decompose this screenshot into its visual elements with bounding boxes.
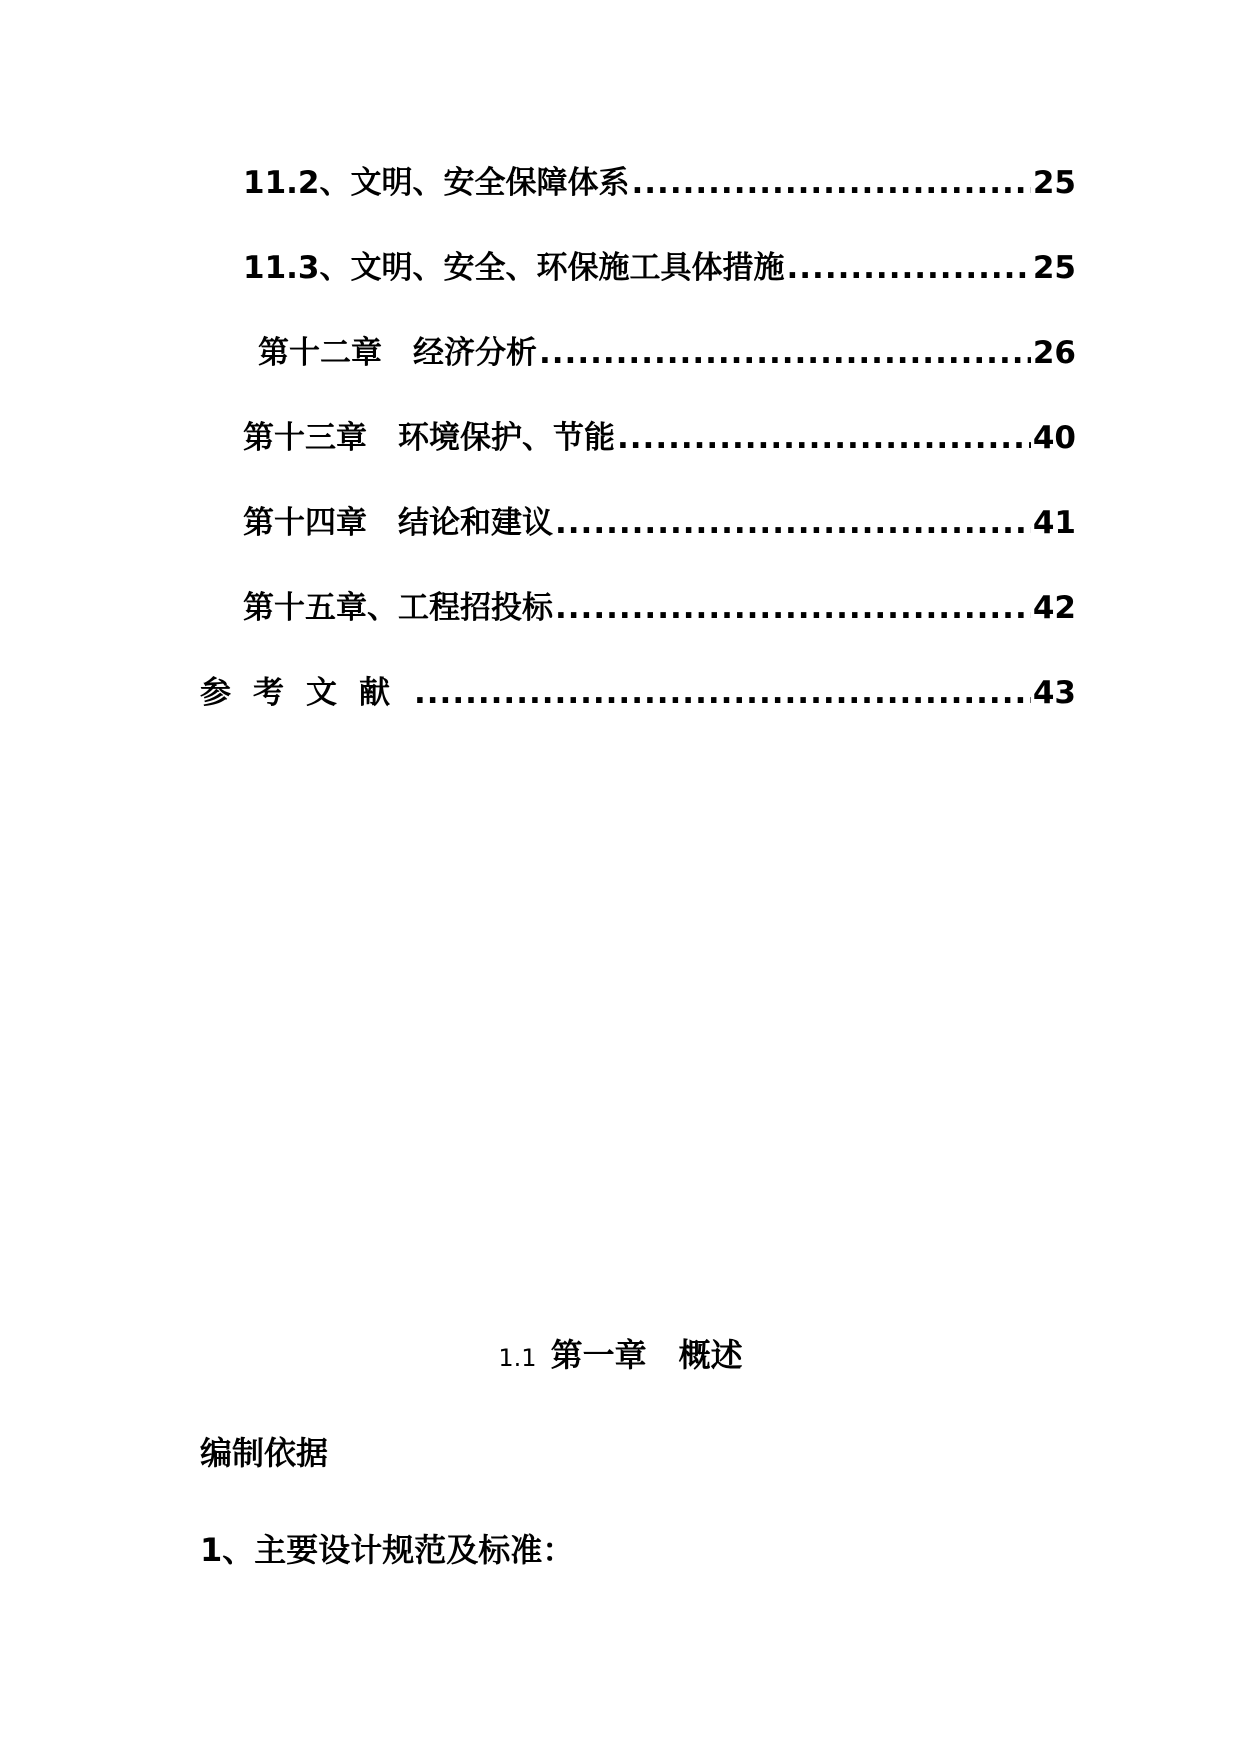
toc-dot-leader <box>414 671 1031 715</box>
toc-dot-leader <box>617 416 1031 460</box>
toc-entry-page: 26 <box>1032 335 1076 371</box>
chapter-number: 1.1 <box>498 1344 537 1372</box>
toc-entry[interactable] <box>243 586 1076 630</box>
toc-dot-leader <box>555 501 1031 545</box>
toc-entry-title: 第十四章 结论和建议 <box>243 505 553 541</box>
toc-entry-title: 参考文献 <box>200 675 412 711</box>
toc-entry-page: 43 <box>1032 675 1076 711</box>
subsection-heading: 1、主要设计规范及标准： <box>200 1531 575 1569</box>
toc-entry-title: 11.3、文明、安全、环保施工具体措施 <box>243 250 785 286</box>
toc-entry[interactable] <box>200 671 1076 715</box>
toc-dot-leader <box>555 586 1031 630</box>
toc-entry-page: 25 <box>1032 250 1076 286</box>
toc-entry[interactable] <box>243 501 1076 545</box>
toc-entry[interactable] <box>258 331 1076 375</box>
toc-entry[interactable] <box>243 161 1076 205</box>
toc-dot-leader <box>786 246 1030 290</box>
toc-dot-leader <box>632 161 1031 205</box>
toc-entry-title: 第十三章 环境保护、节能 <box>243 420 615 456</box>
toc-entry-title: 第十二章 经济分析 <box>258 335 537 371</box>
toc-entry-page: 41 <box>1032 505 1076 541</box>
toc-entry-page: 40 <box>1032 420 1076 456</box>
toc-entry-page: 25 <box>1032 165 1076 201</box>
toc-dot-leader <box>539 331 1031 375</box>
section-heading: 编制依据 <box>200 1434 329 1472</box>
toc-entry-title: 11.2、文明、安全保障体系 <box>243 165 630 201</box>
toc-entry[interactable] <box>243 416 1076 460</box>
chapter-heading <box>0 1330 1241 1376</box>
chapter-title: 第一章 概述 <box>550 1336 743 1374</box>
toc-entry-page: 42 <box>1032 590 1076 626</box>
toc-entry[interactable] <box>243 246 1076 290</box>
toc-entry-title: 第十五章、工程招投标 <box>243 590 553 626</box>
